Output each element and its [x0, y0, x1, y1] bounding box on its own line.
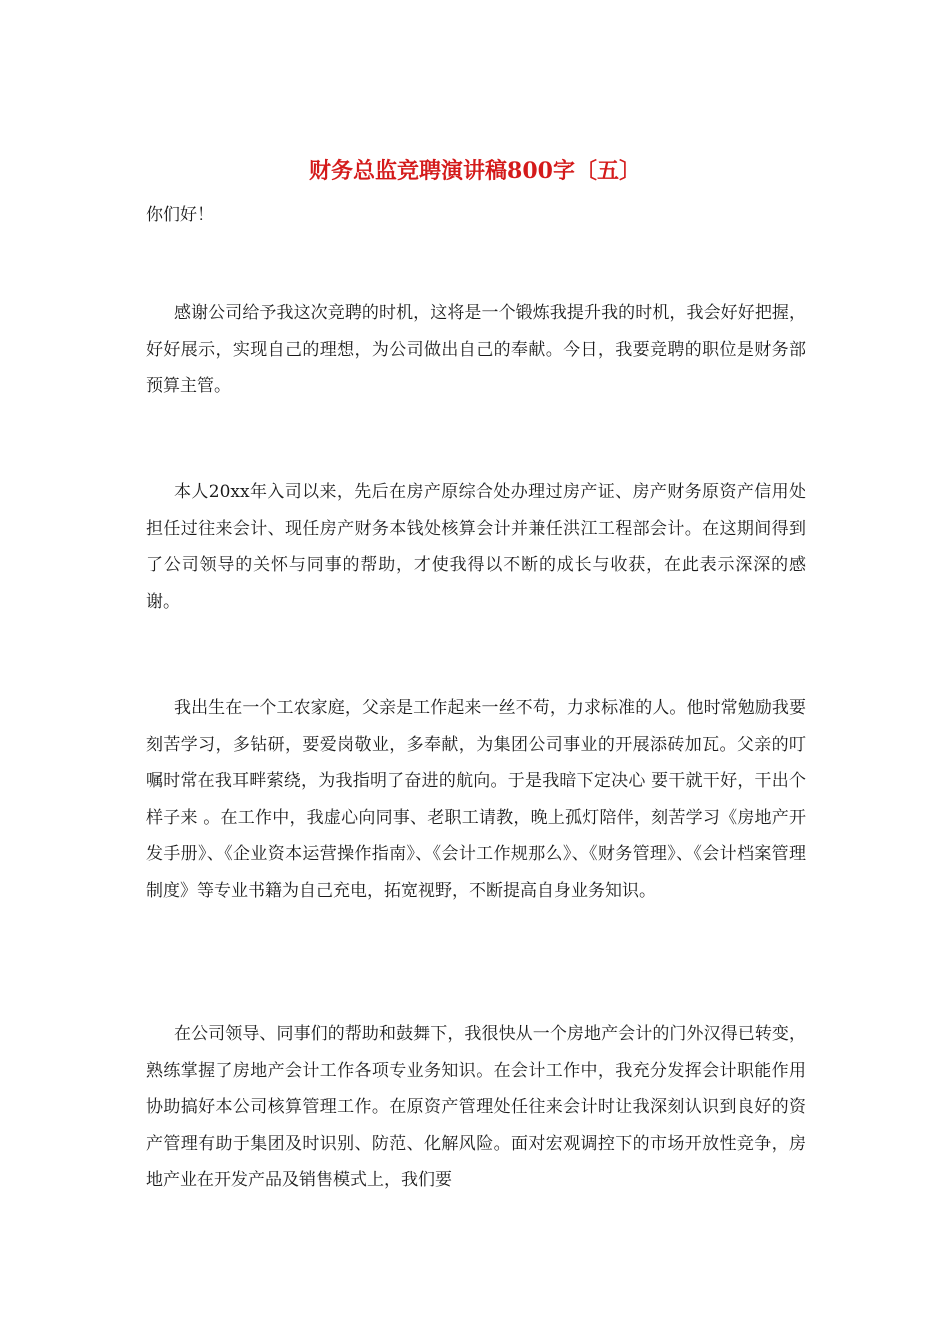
document-title: 财务总监竞聘演讲稿800字〔五〕	[309, 158, 641, 184]
paragraph-2: 本人20xx年入司以来，先后在房产原综合处办理过房产证、房产财务原资产信用处担任过往来会计、现任房产财务本钱处核算会计并兼任洪江工程部会计。在这期间得到了公司领导的关怀与同事的帮助，才使我得以不断的成长与收获，在此表示深深的感谢。	[146, 482, 806, 612]
paragraph-1: 感谢公司给予我这次竞聘的时机，这将是一个锻炼我提升我的时机，我会好好把握，好好展示，实现自己的理想，为公司做出自己的奉献。今日，我要竞聘的职位是财务部预算主管。	[146, 303, 806, 396]
paragraph-4: 在公司领导、同事们的帮助和鼓舞下，我很快从一个房地产会计的门外汉得已转变，熟练掌握了房地产会计工作各项专业务知识。在会计工作中，我充分发挥会计职能作用协助搞好本公司核算管理工作。在原资产管理处任往来会计时让我深刻认识到良好的资产管理有助于集团及时识别、防范、化解风险。面对宏观调控下的市场开放性竞争，房地产业在开发产品及销售模式上，我们要	[146, 1024, 806, 1190]
paragraph-3: 我出生在一个工农家庭，父亲是工作起来一丝不苟，力求标准的人。他时常勉励我要刻苦学习，多钻研，要爱岗敬业，多奉献，为集团公司事业的开展添砖加瓦。父亲的叮嘱时常在我耳畔萦绕，为我指明了奋进的航向。于是我暗下定决心 要干就干好，干出个样子来 。在工作中，我虚心向同事、老职工请教，晚上孤灯陪伴，刻苦学习《房地产开发手册》、《企业资本运营操作指南》、《会计工作规那么》、《财务管理》、《会计档案管理制度》等专业书籍为自己充电，拓宽视野，不断提高自身业务知识。	[146, 698, 806, 901]
greeting-text: 你们好！	[146, 205, 214, 225]
